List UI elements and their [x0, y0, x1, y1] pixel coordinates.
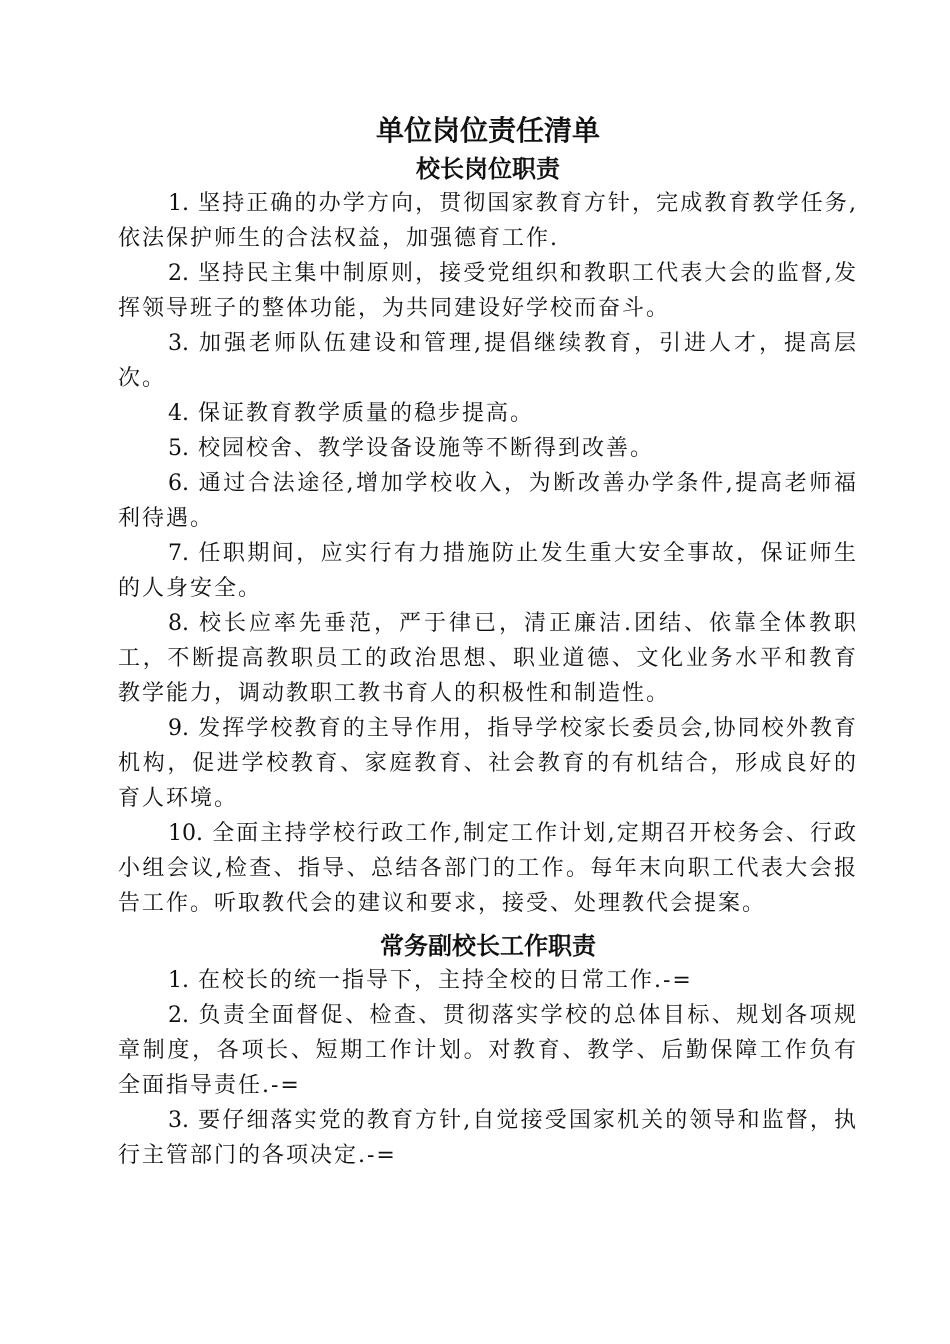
item-text: 负责全面督促、检查、贯彻落实学校的总体目标、规划各项规章制度，各项长、短期工作计划。对教育、教学、后勤保障工作负有全面指导责任.-= [118, 1003, 858, 1098]
list-item [118, 606, 858, 711]
item-text: 通过合法途径,增加学校收入，为断改善办学条件,提高老师福利待遇。 [118, 471, 858, 531]
list-item [118, 1103, 858, 1173]
vice-principal-duties-list [118, 963, 858, 1173]
item-text: 发挥学校教育的主导作用，指导学校家长委员会,协同校外教育机构，促进学校教育、家庭教育、社会教育的有机结合，形成良好的育人环境。 [118, 716, 858, 811]
item-number: 4. [168, 401, 189, 426]
item-number: 1. [168, 968, 189, 993]
item-text: 全面主持学校行政工作,制定工作计划,定期召开校务会、行政小组会议,检查、指导、总结各部门的工作。每年末向职工代表大会报告工作。听取教代会的建议和要求，接受、处理教代会提案。 [118, 821, 858, 916]
item-text: 任职期间，应实行有力措施防止发生重大安全事故，保证师生的人身安全。 [118, 541, 858, 601]
principal-duties-list [118, 186, 858, 921]
item-text: 加强老师队伍建设和管理,提倡继续教育，引进人才，提高层次。 [118, 331, 858, 391]
item-number: 7. [168, 541, 189, 566]
item-text: 在校长的统一指导下，主持全校的日常工作.-= [198, 968, 693, 993]
list-item [118, 431, 858, 466]
item-text: 校园校舍、教学设备设施等不断得到改善。 [198, 436, 655, 461]
list-item [118, 186, 858, 256]
item-number: 2. [168, 261, 189, 286]
item-text: 校长应率先垂范，严于律已，清正廉洁.团结、依靠全体教职工，不断提高教职员工的政治思想、职业道德、文化业务水平和教育教学能力，调动教职工教书育人的积极性和制造性。 [118, 611, 858, 706]
section-heading-vice-principal: 常务副校长工作职责 [380, 931, 596, 960]
item-number: 3. [168, 1108, 189, 1133]
section-heading-principal: 校长岗位职责 [416, 154, 560, 183]
list-item [118, 711, 858, 816]
list-item [118, 963, 858, 998]
list-item [118, 256, 858, 326]
list-item [118, 326, 858, 396]
item-number: 3. [168, 331, 189, 356]
item-text: 坚持民主集中制原则，接受党组织和教职工代表大会的监督,发挥领导班子的整体功能，为共同建设好学校而奋斗。 [118, 261, 858, 321]
item-number: 10. [168, 821, 203, 846]
document-body [118, 110, 858, 1173]
item-number: 9. [168, 716, 189, 741]
list-item [118, 998, 858, 1103]
item-text: 保证教育教学质量的稳步提高。 [198, 401, 535, 426]
item-number: 8. [168, 611, 189, 636]
list-item [118, 536, 858, 606]
item-text: 坚持正确的办学方向，贯彻国家教育方针，完成教育教学任务,依法保护师生的合法权益，加强德育工作. [118, 191, 858, 251]
item-number: 2. [168, 1003, 189, 1028]
item-text: 要仔细落实党的教育方针,自觉接受国家机关的领导和监督，执行主管部门的各项决定.-= [118, 1108, 858, 1168]
item-number: 6. [168, 471, 189, 496]
document-title: 单位岗位责任清单 [375, 114, 600, 147]
item-number: 1. [168, 191, 189, 216]
list-item [118, 466, 858, 536]
list-item [118, 816, 858, 921]
list-item [118, 396, 858, 431]
item-number: 5. [168, 436, 189, 461]
